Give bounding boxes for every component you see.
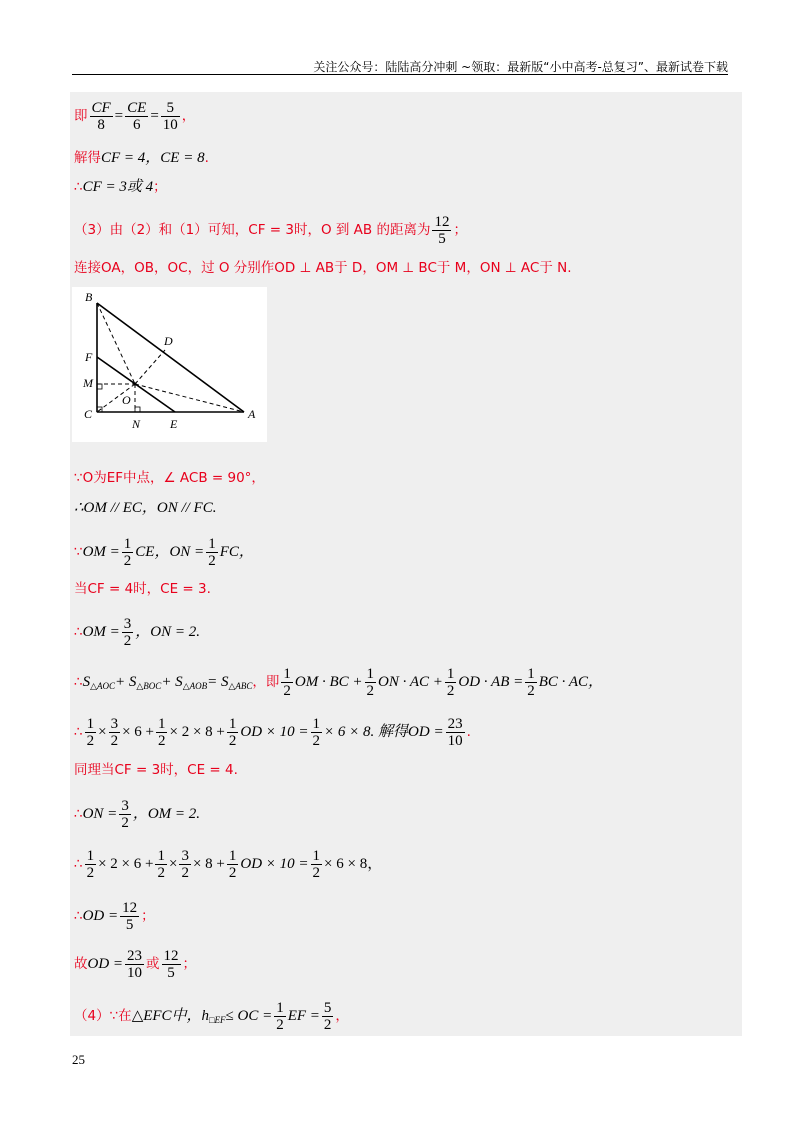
triangle-diagram <box>72 287 267 442</box>
line-8: ∵OM = $\frac{1}{2}$ CE，ON = $\frac{1}{2}$ FC， <box>74 536 254 569</box>
solution-content <box>70 92 742 1036</box>
fraction: $\frac{1}{2}$ <box>228 716 237 749</box>
fraction: $\frac{12}{5}$ <box>434 214 450 247</box>
fraction: $\frac{CF}{8}$ <box>91 100 111 133</box>
fraction: $\frac{3}{2}$ <box>181 848 189 881</box>
fraction: $\frac{1}{2}$ <box>86 848 95 881</box>
fraction: $\frac{5}{10}$ <box>162 100 178 133</box>
fraction: $\frac{5}{2}$ <box>323 1000 332 1033</box>
label-C: C <box>84 407 93 421</box>
line-3: ∴CF = 3或 4； <box>74 179 167 195</box>
fraction: $\frac{1}{2}$ <box>123 536 132 569</box>
fraction: $\frac{1}{2}$ <box>228 848 237 881</box>
label-M: M <box>83 376 93 390</box>
page-number: 25 <box>72 1052 85 1067</box>
fraction: $\frac{1}{2}$ <box>208 536 216 569</box>
line-11: $\therefore S_{\triangle AOC}+ S_{\triangle BOC}+ S_{\triangle AOB}= S_{\triangle ABC}$，即 $\frac{1}{2}$ OM · BC + $\frac{1}{2}$ ON · AC + $\frac{1}{2}$ OD · AB = $\frac{1}{2}$ BC · AC， <box>74 666 604 699</box>
line-18: （4）∵在△EFC中，$h_{□EF}\le$ OC = $\frac{1}{2}$ EF = $\frac{5}{2}$ ， <box>74 1000 349 1033</box>
label-O: O <box>122 393 131 407</box>
fraction: $\frac{3}{2}$ <box>121 798 129 831</box>
label-E: E <box>170 417 178 431</box>
line-4: （3）由（2）和（1）可知，CF = 3时，O 到 AB 的距离为 $\frac{12}{5}$ ； <box>74 214 467 247</box>
fraction: $\frac{12}{5}$ <box>163 948 179 981</box>
line-7: ∴OM // EC，ON // FC. <box>74 500 217 516</box>
line-12: ∴ $\frac{1}{2}$ × $\frac{3}{2}$ × 6 + $\frac{1}{2}$ × 2 × 8 + $\frac{1}{2}$ OD × 10 = $\frac{1}{2}$ × 6 × 8. 解得OD = $\frac{23}{10}$ . <box>74 716 471 749</box>
fraction: $\frac{3}{2}$ <box>123 616 132 649</box>
line-10: ∴OM = $\frac{3}{2}$ ，ON = 2. <box>74 616 201 649</box>
fraction: $\frac{1}{2}$ <box>157 848 165 881</box>
fraction: $\frac{3}{2}$ <box>110 716 119 749</box>
fraction: $\frac{23}{10}$ <box>447 716 463 749</box>
fraction: $\frac{1}{2}$ <box>86 716 95 749</box>
fraction: $\frac{1}{2}$ <box>312 716 321 749</box>
fraction: $\frac{1}{2}$ <box>527 666 535 699</box>
line-6: ∵O为EF中点，∠ ACB = 90°， <box>74 470 265 486</box>
fraction: $\frac{1}{2}$ <box>276 1000 284 1033</box>
line-15: ∴ $\frac{1}{2}$ × 2 × 6 + $\frac{1}{2}$ × $\frac{3}{2}$ × 8 + $\frac{1}{2}$ OD × 10 = $\frac{1}{2}$ × 6 × 8， <box>74 848 383 881</box>
line-5: 连接OA，OB，OC，过 O 分别作OD ⊥ AB于 D，OM ⊥ BC于 M，ON ⊥ AC于 N. <box>74 260 572 276</box>
line-14: ∴ON = $\frac{3}{2}$ ，OM = 2. <box>74 798 201 831</box>
fraction: $\frac{1}{2}$ <box>366 666 375 699</box>
header-divider <box>72 74 728 75</box>
label-D: D <box>164 334 173 348</box>
line-16: ∴OD = $\frac{12}{5}$ ； <box>74 900 155 933</box>
fraction: $\frac{CE}{6}$ <box>127 100 147 133</box>
text-prefix: 即 <box>74 107 88 124</box>
fraction: $\frac{1}{2}$ <box>157 716 166 749</box>
line-9: 当CF = 4时，CE = 3. <box>74 581 211 597</box>
label-A: A <box>248 407 256 421</box>
page-header: 关注公众号：陆陆高分冲刺 ~领取：最新版“小中高考-总复习”、最新试卷下载 <box>313 60 728 74</box>
fraction: $\frac{1}{2}$ <box>283 666 291 699</box>
line-17: 故OD = $\frac{23}{10}$ 或 $\frac{12}{5}$ ； <box>74 948 197 981</box>
line-13: 同理当CF = 3时，CE = 4. <box>74 762 238 778</box>
fraction: $\frac{1}{2}$ <box>312 848 321 881</box>
label-B: B <box>85 290 93 304</box>
line-2: 解得CF = 4，CE = 8. <box>74 150 209 166</box>
line-1: 即 $\frac{CF}{8}$ = $\frac{CE}{6}$ = $\frac{5}{10}$ ， <box>74 100 196 133</box>
fraction: $\frac{12}{5}$ <box>122 900 138 933</box>
fraction: $\frac{23}{10}$ <box>127 948 143 981</box>
geometry-figure <box>72 287 267 442</box>
label-N: N <box>132 417 141 431</box>
label-F: F <box>85 350 93 364</box>
fraction: $\frac{1}{2}$ <box>446 666 455 699</box>
